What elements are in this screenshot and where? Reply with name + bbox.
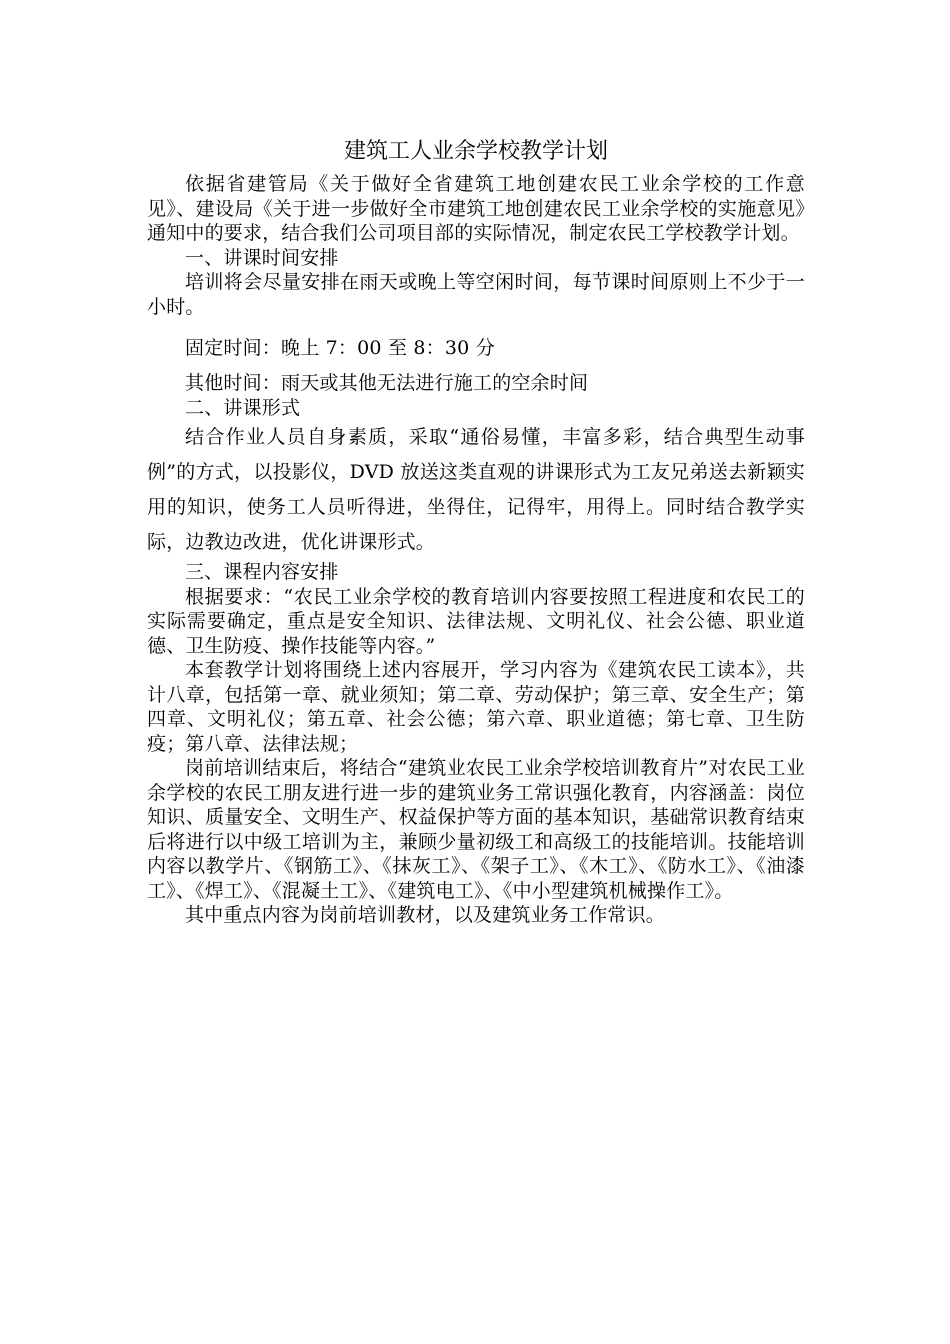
format-paragraph: 结合作业人员自身素质，采取“通俗易懂，丰富多彩，结合典型生动事例”的方式，以投影仪，DVD 放送这类直观的讲课形式为工友兄弟送去新颖实用的知识，使务工人员听得进，坐得住，记得牢，用得上。同时结合教学实际，边教边改进，优化讲课形式。 — [147, 426, 805, 553]
section-heading-content: 三、课程内容安排 — [185, 561, 339, 583]
training-paragraph: 岗前培训结束后，将结合“建筑业农民工业余学校培训教育片”对农民工业余学校的农民工朋友进行进一步的建筑业务工常识强化教育，内容涵盖：岗位知识、质量安全、文明生产、权益保护等方面的基本知识，基础常识教育结束后将进行以中级工培训为主，兼顾少量初级工和高级工的技能培训。技能培训内容以教学片、《钢筋工》、《抹灰工》、《架子工》、《木工》、《防水工》、《油漆工》、《焊工》、《混凝土工》、《建筑电工》、《中小型建筑机械操作工》。 — [147, 757, 805, 902]
intro-paragraph: 依据省建管局《关于做好全省建筑工地创建农民工业余学校的工作意见》、建设局《关于进一步做好全市建筑工地创建农民工业余学校的实施意见》通知中的要求，结合我们公司项目部的实际情况，制定农民工学校教学计划。 — [147, 173, 805, 244]
fixed-time-line: 固定时间：晚上 7：00 至 8：30 分 — [185, 337, 495, 359]
section-heading-schedule: 一、讲课时间安排 — [185, 246, 339, 269]
curriculum-paragraph: 本套教学计划将围绕上述内容展开，学习内容为《建筑农民工读本》，共计八章，包括第一章、就业须知；第二章、劳动保护；第三章、安全生产；第四章、文明礼仪；第五章、社会公德；第六章、职业道德；第七章、卫生防疫；第八章、法律法规； — [147, 659, 805, 755]
requirements-paragraph: 根据要求：“农民工业余学校的教育培训内容要按照工程进度和农民工的实际需要确定，重点是安全知识、法律法规、文明礼仪、社会公德、职业道德、卫生防疫、操作技能等内容。” — [147, 585, 805, 657]
other-time-line: 其他时间：雨天或其他无法进行施工的空余时间 — [185, 372, 589, 394]
schedule-paragraph: 培训将会尽量安排在雨天或晚上等空闲时间，每节课时间原则上不少于一小时。 — [147, 271, 805, 318]
section-heading-format: 二、讲课形式 — [185, 396, 301, 419]
focus-paragraph: 其中重点内容为岗前培训教材，以及建筑业务工作常识。 — [185, 904, 666, 926]
document-title: 建筑工人业余学校教学计划 — [343, 139, 608, 164]
document-page — [147, 132, 805, 928]
